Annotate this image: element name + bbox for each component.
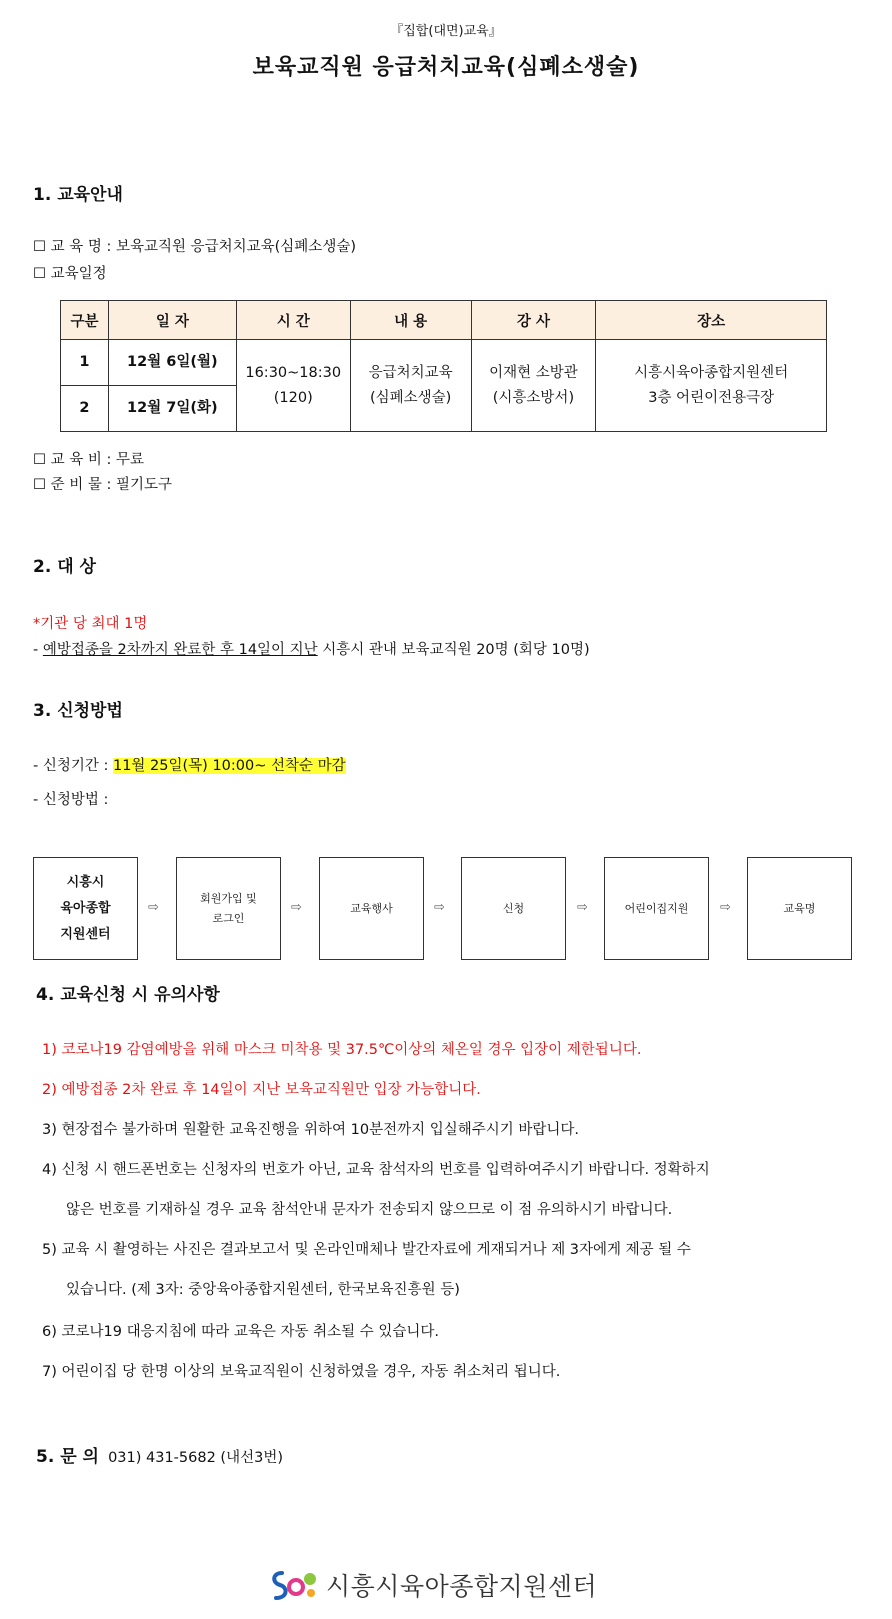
flow-step-apply bbox=[461, 857, 566, 960]
flow-text: 어린이집지원 bbox=[624, 901, 689, 915]
header-cell: 구분 bbox=[61, 301, 109, 340]
note-item: 1) 코로나19 감염예방을 위해 마스크 미착용 및 37.5℃이상의 체온일 경우 입장이 제한됩니다. bbox=[42, 1042, 642, 1058]
target-rest: 시흥시 관내 보육교직원 20명 (회당 10명) bbox=[317, 642, 590, 658]
note-item: 2) 예방접종 2차 완료 후 14일이 지난 보육교직원만 입장 가능합니다. bbox=[42, 1082, 481, 1098]
section2-heading: 2. 대 상 bbox=[33, 557, 96, 577]
row-number: 2 bbox=[61, 386, 109, 432]
instructor-name: 이재현 소방관 bbox=[489, 364, 578, 381]
header-cell: 일 자 bbox=[108, 301, 236, 340]
target-prefix: - bbox=[33, 642, 43, 658]
flow-text: 지원센터 bbox=[60, 926, 111, 942]
logo-text: 시흥시육아종합지원센터 bbox=[326, 1572, 598, 1601]
flow-text: 교육명 bbox=[783, 901, 816, 915]
row-date: 12월 7일(화) bbox=[108, 386, 236, 432]
limit-notice: *기관 당 최대 1명 bbox=[33, 616, 148, 632]
row-date: 12월 6일(월) bbox=[108, 340, 236, 386]
period-value: 11월 25일(목) 10:00~ 선착순 마감 bbox=[112, 758, 346, 774]
time-minutes: (120) bbox=[273, 389, 313, 406]
flow-step-login bbox=[176, 857, 281, 960]
course-name-line: ☐ 교 육 명 : 보육교직원 응급처치교육(심폐소생술) bbox=[33, 239, 356, 255]
flow-text: 회원가입 및 bbox=[200, 891, 257, 905]
flow-step-events bbox=[319, 857, 424, 960]
header-cell: 내 용 bbox=[350, 301, 471, 340]
note-item-continued: 않은 번호를 기재하실 경우 교육 참석안내 문자가 전송되지 않으므로 이 점 유의하시기 바랍니다. bbox=[66, 1202, 673, 1218]
section3-heading: 3. 신청방법 bbox=[33, 701, 123, 721]
note-item-continued: 있습니다. (제 3자: 중앙육아종합지원센터, 한국보육진흥원 등) bbox=[66, 1282, 460, 1298]
arrow-right-icon: ⇨ bbox=[577, 900, 588, 915]
time-range: 16:30~18:30 bbox=[245, 364, 342, 381]
flow-text: 시흥시 bbox=[66, 874, 105, 890]
time-cell bbox=[236, 340, 350, 432]
schedule-label: ☐ 교육일정 bbox=[33, 266, 107, 282]
table-row bbox=[61, 340, 827, 386]
center-logo bbox=[268, 1567, 597, 1603]
flow-step-daycare bbox=[604, 857, 709, 960]
contact-line bbox=[36, 1442, 283, 1467]
contact-phone: 031) 431-5682 (내선3번) bbox=[108, 1450, 283, 1466]
content-line: (심폐소생술) bbox=[369, 389, 452, 406]
header-cell: 강 사 bbox=[471, 301, 596, 340]
logo-mark-icon bbox=[268, 1567, 320, 1603]
section4-heading: 4. 교육신청 시 유의사항 bbox=[36, 985, 220, 1005]
period-line bbox=[33, 754, 346, 775]
period-label: - 신청기간 : bbox=[33, 758, 113, 774]
doc-subtitle: 『집합(대면)교육』 bbox=[390, 24, 502, 39]
fee-line: ☐ 교 육 비 : 무료 bbox=[33, 452, 144, 468]
flow-step-course bbox=[747, 857, 852, 960]
section5-heading: 5. 문 의 bbox=[36, 1447, 99, 1467]
content-cell bbox=[350, 340, 471, 432]
note-item: 4) 신청 시 핸드폰번호는 신청자의 번호가 아닌, 교육 참석자의 번호를 입력하여주시기 바랍니다. 정확하지 bbox=[42, 1162, 710, 1178]
supplies-line: ☐ 준 비 물 : 필기도구 bbox=[33, 477, 172, 493]
row-number: 1 bbox=[61, 340, 109, 386]
note-item: 6) 코로나19 대응지침에 따라 교육은 자동 취소될 수 있습니다. bbox=[42, 1324, 439, 1340]
note-item: 3) 현장접수 불가하며 원활한 교육진행을 위하여 10분전까지 입실해주시기 바랍니다. bbox=[42, 1122, 580, 1138]
header-cell: 장소 bbox=[596, 301, 827, 340]
note-item: 7) 어린이집 당 한명 이상의 보육교직원이 신청하였을 경우, 자동 취소처리 됩니다. bbox=[42, 1364, 561, 1380]
target-line bbox=[33, 638, 590, 659]
flow-step-center bbox=[33, 857, 138, 960]
flow-text: 육아종합 bbox=[60, 900, 111, 916]
flow-text: 교육행사 bbox=[350, 901, 393, 915]
place-line: 시흥시육아종합지원센터 bbox=[634, 364, 789, 381]
section1-heading: 1. 교육안내 bbox=[33, 185, 123, 205]
place-cell bbox=[596, 340, 827, 432]
header-cell: 시 간 bbox=[236, 301, 350, 340]
target-condition: 예방접종을 2차까지 완료한 후 14일이 지난 bbox=[42, 642, 318, 658]
content-line: 응급처치교육 bbox=[368, 364, 453, 381]
note-item: 5) 교육 시 촬영하는 사진은 결과보고서 및 온라인매체나 발간자료에 게재되거나 제 3자에게 제공 될 수 bbox=[42, 1242, 691, 1258]
method-label: - 신청방법 : bbox=[33, 792, 109, 808]
doc-title: 보육교직원 응급처치교육(심폐소생술) bbox=[252, 55, 640, 80]
instructor-cell bbox=[471, 340, 596, 432]
arrow-right-icon: ⇨ bbox=[434, 900, 445, 915]
flow-text: 로그인 bbox=[212, 911, 245, 925]
arrow-right-icon: ⇨ bbox=[291, 900, 302, 915]
schedule-table bbox=[60, 300, 827, 432]
table-header-row bbox=[61, 301, 827, 340]
flow-text: 신청 bbox=[502, 901, 525, 915]
arrow-right-icon: ⇨ bbox=[720, 900, 731, 915]
arrow-right-icon: ⇨ bbox=[148, 900, 159, 915]
instructor-org: (시흥소방서) bbox=[492, 389, 575, 406]
place-line: 3층 어린이전용극장 bbox=[648, 389, 775, 406]
